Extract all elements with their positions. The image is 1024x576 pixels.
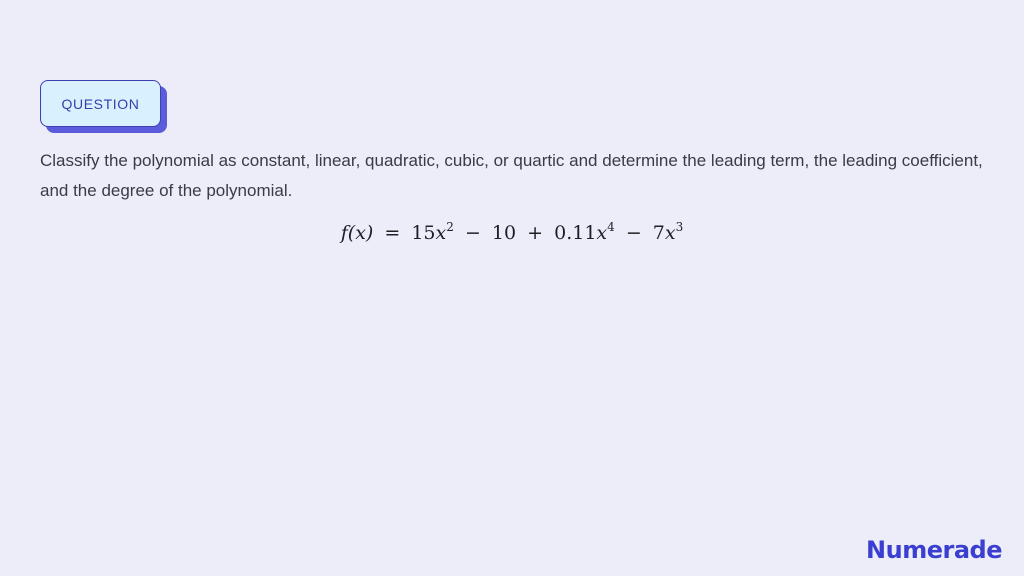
formula-term: $7x^3$ xyxy=(652,220,684,244)
formula-term: $15x^2$ xyxy=(411,220,454,244)
numerade-logo: Numerade xyxy=(866,536,1002,564)
question-text: Classify the polynomial as constant, linear, quadratic, cubic, or quartic and determine the leading term, the leading coefficient, and the degree of the polynomial. xyxy=(40,151,983,200)
question-badge-label: QUESTION xyxy=(40,80,161,127)
polynomial-formula xyxy=(0,222,1024,244)
formula-operator: − xyxy=(625,222,642,244)
formula-term: $0.11x^4$ xyxy=(554,220,615,244)
formula-operator: + xyxy=(527,222,544,244)
formula-lhs: f(x) xyxy=(340,222,374,244)
formula-term: 10 xyxy=(491,222,517,244)
formula-operator: − xyxy=(464,222,481,244)
formula-equals: = xyxy=(384,222,401,244)
question-badge xyxy=(40,80,161,127)
